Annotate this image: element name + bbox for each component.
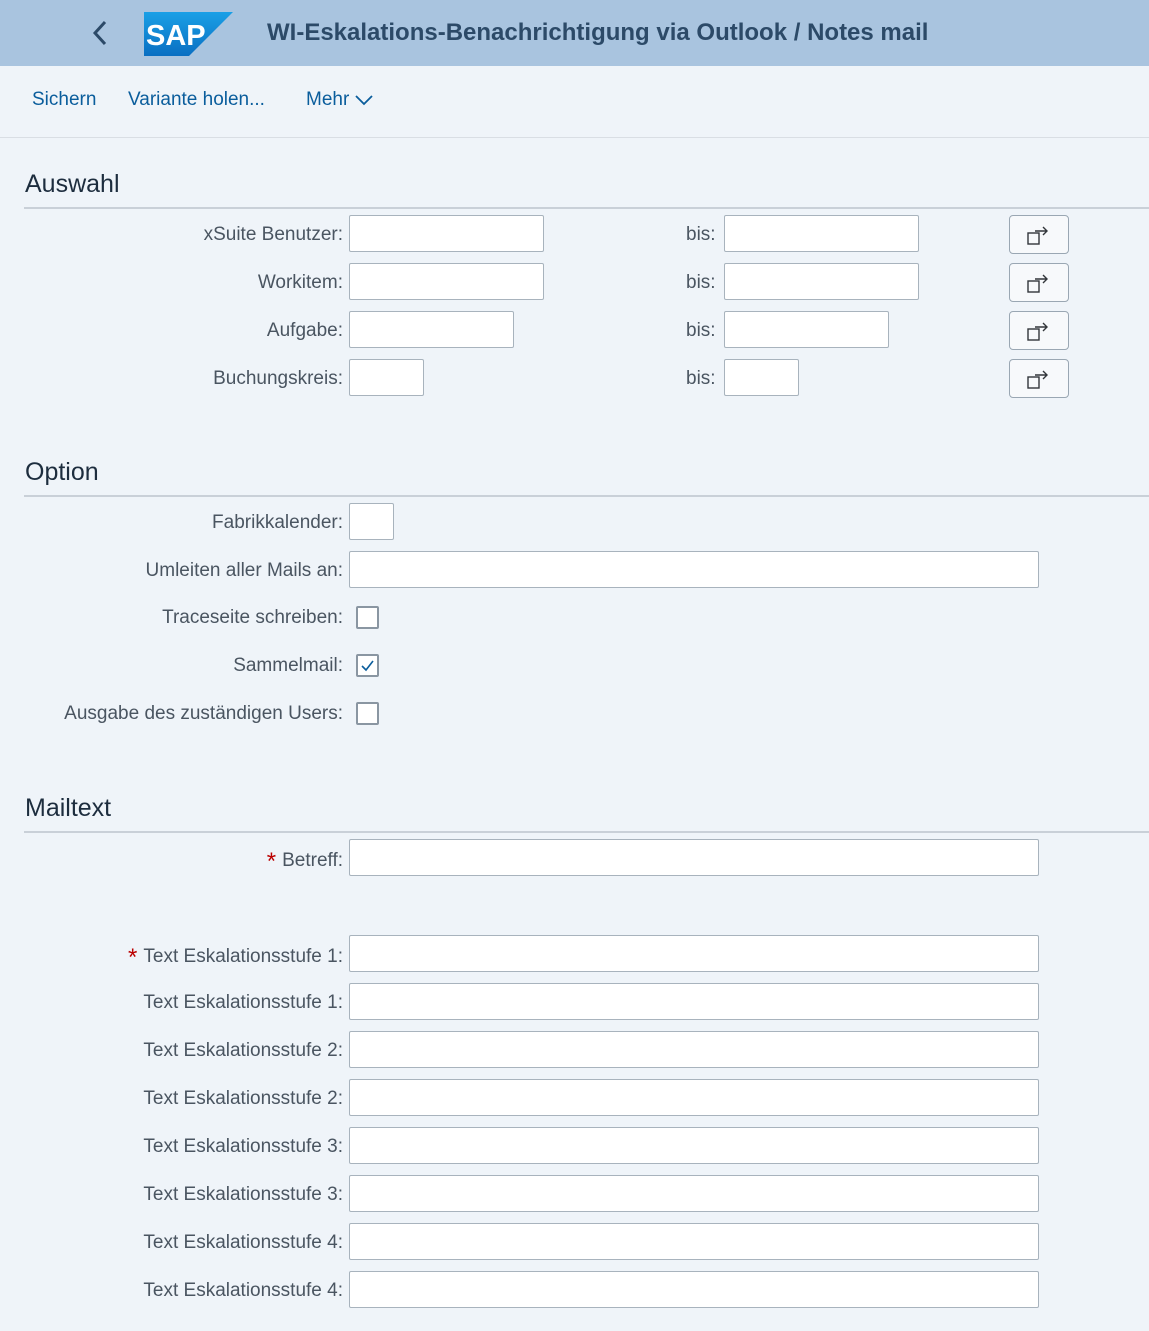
app-title: WI-Eskalations-Benachrichtigung via Outlook / Notes mail — [267, 19, 929, 46]
company-code-from-input[interactable] — [349, 359, 424, 396]
back-button[interactable] — [84, 15, 116, 51]
sap-logo — [144, 12, 233, 56]
subject-input[interactable] — [349, 839, 1039, 876]
label-responsible-user: Ausgabe des zuständigen Users: — [64, 703, 343, 724]
collective-mail-checkbox[interactable] — [356, 654, 379, 677]
toolbar — [0, 66, 1149, 138]
redirect-mails-input[interactable] — [349, 551, 1039, 588]
workitem-from-input[interactable] — [349, 263, 544, 300]
escalation-text-input[interactable] — [349, 1031, 1039, 1068]
multiple-selection-button[interactable] — [1009, 311, 1069, 350]
label-factory-calendar: Fabrikkalender: — [212, 512, 343, 533]
label-trace: Traceseite schreiben: — [162, 607, 343, 628]
label-to: bis: — [686, 368, 716, 389]
section-title-option: Option — [25, 458, 99, 486]
required-asterisk: * — [266, 848, 277, 875]
factory-calendar-input[interactable] — [349, 503, 394, 540]
escalation-text-input[interactable] — [349, 935, 1039, 972]
section-divider — [24, 831, 1149, 833]
section-divider — [24, 495, 1149, 497]
escalation-text-input[interactable] — [349, 1127, 1039, 1164]
label-escalation-text: Text Eskalationsstufe 3: — [143, 1184, 343, 1205]
xsuite-user-to-input[interactable] — [724, 215, 919, 252]
label-collective-mail: Sammelmail: — [233, 655, 343, 676]
label-redirect-mails: Umleiten aller Mails an: — [145, 560, 343, 581]
more-button[interactable] — [306, 89, 373, 111]
label-company-code: Buchungskreis: — [213, 368, 343, 389]
multiple-selection-icon — [1026, 319, 1052, 343]
label-subject — [0, 847, 343, 873]
chevron-down-icon — [355, 94, 373, 106]
label-escalation-text: Text Eskalationsstufe 1: — [143, 992, 343, 1013]
label-escalation-text: Text Eskalationsstufe 2: — [143, 1040, 343, 1061]
shell-bar — [0, 0, 1149, 66]
more-button-label: Mehr — [306, 89, 350, 110]
label-escalation-text: Text Eskalationsstufe 2: — [143, 1088, 343, 1109]
multiple-selection-icon — [1026, 223, 1052, 247]
escalation-text-input[interactable] — [349, 983, 1039, 1020]
chevron-left-icon — [91, 19, 109, 47]
required-asterisk: * — [128, 944, 138, 971]
task-to-input[interactable] — [724, 311, 889, 348]
label-escalation-text: Text Eskalationsstufe 3: — [143, 1136, 343, 1157]
escalation-label-text: Text Eskalationsstufe 1: — [143, 946, 343, 967]
trace-checkbox[interactable] — [356, 606, 379, 629]
multiple-selection-icon — [1026, 367, 1052, 391]
label-task: Aufgabe: — [266, 320, 343, 341]
multiple-selection-button[interactable] — [1009, 359, 1069, 398]
multiple-selection-button[interactable] — [1009, 215, 1069, 254]
checkmark-icon — [360, 659, 375, 672]
xsuite-user-from-input[interactable] — [349, 215, 544, 252]
task-from-input[interactable] — [349, 311, 514, 348]
responsible-user-checkbox[interactable] — [356, 702, 379, 725]
save-button[interactable]: Sichern — [32, 89, 97, 110]
label-to: bis: — [686, 224, 716, 245]
section-title-mailtext: Mailtext — [25, 794, 112, 822]
label-escalation-text: Text Eskalationsstufe 4: — [143, 1280, 343, 1301]
escalation-text-input[interactable] — [349, 1079, 1039, 1116]
multiple-selection-button[interactable] — [1009, 263, 1069, 302]
label-xsuite-user: xSuite Benutzer: — [203, 224, 343, 245]
label-workitem: Workitem: — [257, 272, 343, 293]
section-divider — [24, 207, 1149, 209]
escalation-text-input[interactable] — [349, 1271, 1039, 1308]
label-to: bis: — [686, 272, 716, 293]
label-escalation-text — [0, 943, 343, 969]
get-variant-button[interactable]: Variante holen... — [128, 89, 265, 110]
escalation-text-input[interactable] — [349, 1175, 1039, 1212]
escalation-text-input[interactable] — [349, 1223, 1039, 1260]
subject-label-text: Betreff: — [282, 850, 343, 871]
section-title-selection: Auswahl — [25, 170, 120, 198]
workitem-to-input[interactable] — [724, 263, 919, 300]
svg-text:SAP: SAP — [146, 20, 206, 52]
multiple-selection-icon — [1026, 271, 1052, 295]
label-escalation-text: Text Eskalationsstufe 4: — [143, 1232, 343, 1253]
company-code-to-input[interactable] — [724, 359, 799, 396]
label-to: bis: — [686, 320, 716, 341]
